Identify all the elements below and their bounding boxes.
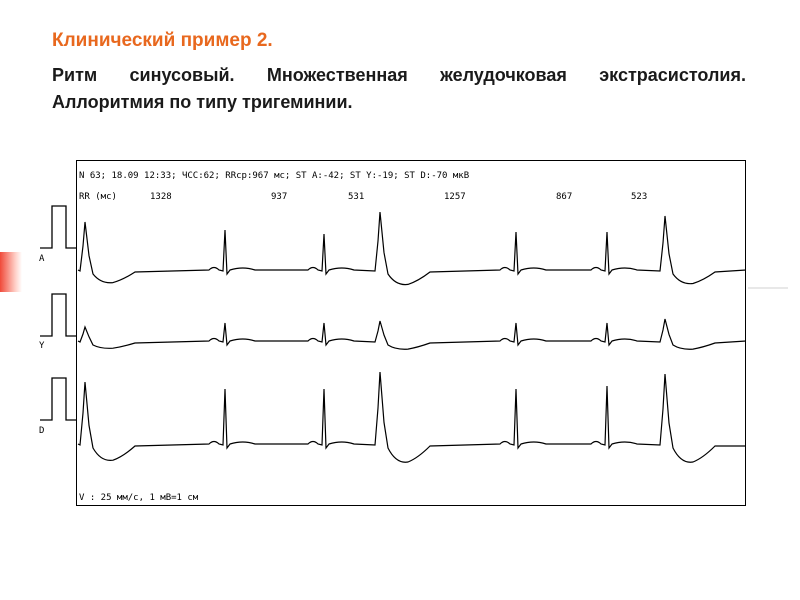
ecg-trace-lead-y [78,319,746,349]
rr-value: 937 [271,192,288,202]
rr-value: 531 [348,192,365,202]
rr-value: 1257 [444,192,466,202]
calibration-pulse-d [40,378,76,420]
lead-label-y: Y [39,341,45,351]
slide-title: Клинический пример 2. [52,30,273,51]
rr-label: RR (мс) [79,192,117,202]
rr-value: 523 [631,192,648,202]
ecg-header-line: N 63; 18.09 12:33; ЧСС:62; RRср:967 мс; ST A:-42; ST Y:-19; ST D:-70 мкВ [79,171,470,181]
calibration-pulse-y [40,294,76,336]
ecg-trace-lead-d [78,372,746,462]
lead-label-d: D [39,426,45,436]
ecg-trace-lead-a [78,212,746,285]
ecg-footer-line: V : 25 мм/с, 1 мВ=1 см [79,493,199,503]
slide-description: Ритм синусовый. Множественная желудочковая экстрасистолия. Аллоритмия по типу тригеминии. [52,65,746,112]
rr-value: 1328 [150,192,172,202]
lead-label-a: A [39,254,45,264]
rr-value: 867 [556,192,573,202]
calibration-pulse-a [40,206,76,248]
